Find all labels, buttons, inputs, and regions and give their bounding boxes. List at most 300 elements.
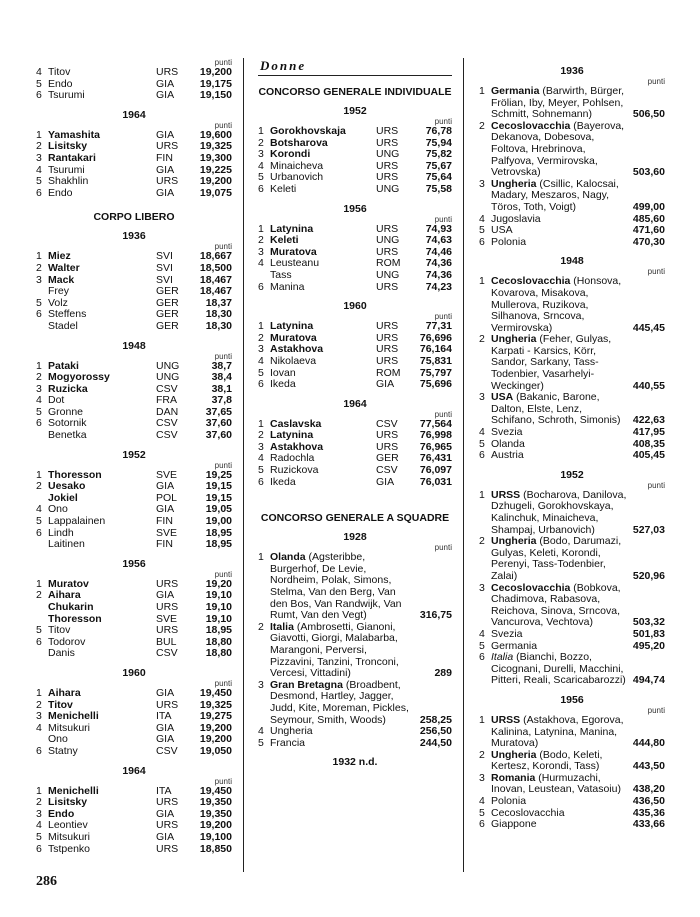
punti-label: punti	[434, 543, 452, 553]
score-cell: 19,350	[199, 796, 232, 809]
result-row	[36, 637, 232, 649]
team-members: (Bayerova, Dekanova, Dobesova, Foltova, Hrebrinova, Palfyova, Vermirovska, Vetrovska)	[491, 119, 625, 179]
country-code: URS	[156, 796, 179, 809]
team-name: Polonia	[491, 235, 527, 248]
rank-cell	[36, 602, 48, 614]
score-cell: 75,58	[425, 182, 452, 195]
team-entry	[491, 334, 627, 392]
country-code: CSV	[156, 382, 178, 395]
score-cell: 75,831	[419, 354, 452, 367]
result-section	[36, 558, 232, 660]
country-code: POL	[156, 491, 178, 504]
athlete-name: Mogyorossy	[48, 372, 110, 384]
score-cell: 76,097	[419, 464, 452, 477]
result-row	[36, 528, 232, 540]
athlete-name: Ikeda	[270, 379, 296, 391]
score-cell: 75,64	[425, 171, 452, 184]
result-section	[258, 398, 452, 489]
year-heading: 1964	[343, 397, 367, 410]
score-cell: 77,31	[425, 320, 452, 333]
country-code: GER	[156, 296, 179, 309]
country-code: URS	[376, 245, 399, 258]
result-row	[258, 235, 452, 247]
country-code: URS	[376, 159, 399, 172]
country-code: GIA	[156, 163, 175, 176]
rank-cell: 5	[36, 77, 42, 90]
year-heading: 1948	[560, 255, 584, 268]
score-cell: 19,225	[199, 163, 232, 176]
country-code: FRA	[156, 394, 177, 407]
rank-cell: 2	[36, 140, 42, 153]
result-row	[36, 372, 232, 384]
team-name: Cecoslovacchia	[491, 806, 565, 819]
team-entry	[491, 86, 627, 121]
team-section	[258, 531, 452, 749]
rank-cell: 2	[36, 698, 42, 711]
rank-cell: 2	[479, 333, 485, 346]
rank-cell: 5	[258, 736, 264, 749]
score-cell: 444,80	[632, 737, 665, 750]
result-row	[258, 465, 452, 477]
athlete-name: Ruzickova	[270, 465, 319, 477]
country-code: UNG	[156, 359, 180, 372]
score-cell: 405,45	[632, 449, 665, 462]
country-code: URS	[156, 819, 179, 832]
rank-cell: 2	[258, 136, 264, 149]
score-cell: 77,564	[419, 417, 452, 430]
country-code: URS	[376, 429, 399, 442]
country-code: GIA	[156, 128, 175, 141]
result-row	[36, 614, 232, 626]
rank-cell: 6	[258, 280, 264, 293]
rank-cell	[258, 270, 270, 282]
team-name: Francia	[270, 736, 306, 749]
heading-concorso-squadre: CONCORSO GENERALE A SQUADRE	[260, 512, 450, 525]
athlete-name: Radochla	[270, 453, 315, 465]
rank-cell: 6	[36, 417, 42, 430]
score-cell: 76,031	[419, 475, 452, 488]
rank-cell: 3	[258, 678, 264, 691]
team-members: (Bobkova, Chadimova, Rabasova, Reichova, Sinova, Srncova, Vancurova, Vechtova)	[491, 581, 621, 629]
team-entry	[491, 652, 627, 687]
year-heading: 1960	[122, 666, 146, 679]
score-cell: 18,467	[199, 273, 232, 286]
score-cell: 75,67	[425, 159, 452, 172]
rank-cell: 2	[479, 119, 485, 132]
result-row	[36, 418, 232, 430]
result-row	[258, 126, 452, 138]
rank-cell: 2	[258, 620, 264, 633]
athlete-name: Muratova	[270, 332, 317, 344]
country-code: URS	[156, 140, 179, 153]
score-cell: 75,82	[425, 148, 452, 161]
rank-cell: 4	[36, 394, 42, 407]
athlete-name: Lisitsky	[48, 141, 88, 153]
score-cell: 18,95	[205, 526, 232, 539]
section-title-underline	[258, 75, 452, 76]
athlete-name: Urbanovich	[270, 172, 324, 184]
country-code: GER	[156, 285, 179, 298]
athlete-name: Ono	[48, 504, 68, 516]
rank-cell: 6	[36, 635, 42, 648]
column-women-teams	[479, 58, 665, 838]
country-code: GER	[156, 308, 179, 321]
result-row	[258, 224, 452, 236]
rank-cell: 3	[258, 343, 264, 356]
country-code: FIN	[156, 151, 173, 164]
rank-cell: 6	[36, 842, 42, 855]
rank-cell: 3	[36, 710, 42, 723]
athlete-name: Sotornik	[48, 418, 87, 430]
score-cell: 499,00	[632, 200, 665, 213]
team-members: (Astakhova, Egorova, Kalinina, Latynina, Manina, Muratova)	[491, 713, 624, 750]
team-row	[479, 583, 665, 629]
team-row	[479, 490, 665, 536]
result-row	[36, 504, 232, 516]
year-heading: 1964	[122, 108, 146, 121]
rank-cell: 5	[258, 171, 264, 184]
athlete-name: Titov	[48, 67, 71, 78]
rank-cell: 5	[36, 830, 42, 843]
score-cell: 506,50	[632, 108, 665, 121]
result-row	[36, 625, 232, 637]
column-rule-right	[463, 58, 464, 872]
team-members: (Hurmuzachi, Inovan, Leustean, Vatasoiu)	[491, 771, 621, 796]
result-row	[36, 321, 232, 333]
score-cell: 18,80	[205, 647, 232, 660]
country-code: CSV	[156, 647, 178, 660]
result-row	[36, 361, 232, 373]
team-name: Giappone	[491, 818, 537, 831]
score-cell: 19,325	[199, 698, 232, 711]
athlete-name: Endo	[48, 187, 73, 199]
country-code: SVE	[156, 612, 178, 625]
team-members: (Bianchi, Bozzo, Cicognani, Durelli, Macchini, Pitteri, Reali, Scaricabarozzi)	[491, 651, 626, 687]
year-heading: 1956	[560, 693, 584, 706]
score-cell: 38,7	[211, 359, 232, 372]
rank-cell: 1	[479, 85, 485, 97]
score-cell: 471,60	[632, 224, 665, 237]
result-section	[36, 765, 232, 856]
score-cell: 440,55	[632, 379, 665, 392]
result-row	[258, 379, 452, 391]
result-row	[36, 395, 232, 407]
result-row	[36, 384, 232, 396]
team-entry	[270, 622, 414, 680]
rank-cell: 5	[36, 515, 42, 528]
score-cell: 75,797	[419, 366, 452, 379]
athlete-name: Iovan	[270, 367, 296, 379]
result-row	[258, 247, 452, 259]
team-section	[479, 65, 665, 248]
rank-cell: 3	[258, 440, 264, 453]
team-name: URSS	[491, 713, 521, 726]
rank-cell: 2	[479, 535, 485, 548]
result-row	[36, 153, 232, 165]
score-cell: 422,63	[632, 414, 665, 427]
athlete-name: Thoresson	[48, 613, 102, 625]
country-code: ITA	[156, 710, 172, 723]
punti-label: punti	[647, 705, 665, 715]
score-cell: 417,95	[632, 426, 665, 439]
athlete-name: Jokiel	[48, 492, 78, 504]
athlete-name: Aihara	[48, 687, 81, 699]
team-row	[479, 536, 665, 582]
punti-label: punti	[434, 117, 452, 126]
score-cell: 18,467	[199, 285, 232, 298]
country-code: GER	[156, 319, 179, 332]
year-heading: 1936	[122, 230, 146, 243]
athlete-name: Minaicheva	[270, 160, 324, 172]
country-code: ROM	[376, 257, 401, 270]
team-entry	[491, 179, 627, 214]
punti-label: punti	[434, 409, 452, 419]
country-code: URS	[376, 136, 399, 149]
team-entry	[491, 773, 627, 796]
score-cell: 19,075	[199, 186, 232, 199]
score-cell: 18,30	[205, 319, 232, 332]
team-name: Olanda	[270, 551, 306, 564]
score-cell: 37,8	[211, 394, 232, 407]
country-code: SVE	[156, 526, 178, 539]
athlete-name: Danis	[48, 648, 75, 660]
rank-cell: 4	[479, 627, 485, 640]
team-members: (Agsteribbe, Burgerhof, De Levie, Nordheim, Polak, Simons, Stelma, Van den Berg, Van den Bos, Van Randwijk, Van Rumt, Van den Vegt)	[270, 551, 402, 622]
team-entry	[491, 276, 627, 334]
country-code: FIN	[156, 515, 173, 528]
rank-cell: 6	[36, 526, 42, 539]
athlete-name: Menichelli	[48, 785, 99, 797]
country-code: URS	[376, 343, 399, 356]
team-entry	[491, 392, 627, 427]
team-name: USA	[491, 391, 514, 404]
score-cell: 19,10	[205, 612, 232, 625]
country-code: URS	[156, 601, 179, 613]
score-cell: 19,200	[199, 66, 232, 78]
team-row	[479, 715, 665, 750]
score-cell: 76,998	[419, 429, 452, 442]
rank-cell: 2	[36, 371, 42, 384]
athlete-name: Leusteanu	[270, 258, 320, 270]
result-section	[36, 340, 232, 442]
team-name: Ungheria	[270, 725, 313, 738]
team-results	[258, 531, 452, 749]
result-row	[36, 188, 232, 200]
team-members: (Bodo, Darumazi, Gulyas, Keleti, Korondi, Perenyi, Tass-Todenbier, Zalai)	[491, 535, 622, 582]
rank-cell: 4	[36, 503, 42, 516]
year-heading: 1964	[122, 764, 146, 777]
rank-cell: 3	[36, 807, 42, 820]
rank-cell: 6	[258, 182, 264, 195]
rank-cell: 6	[36, 89, 42, 102]
rank-cell: 6	[479, 449, 485, 462]
team-entry	[491, 536, 627, 582]
team-entry	[491, 750, 627, 773]
score-cell: 19,00	[205, 515, 232, 528]
athlete-name: Uesako	[48, 481, 86, 493]
score-cell: 37,60	[205, 417, 232, 430]
athlete-name: Nikolaeva	[270, 355, 317, 367]
athlete-name: Stadel	[48, 320, 78, 332]
rank-cell: 6	[36, 308, 42, 321]
team-name: Cecoslovacchia	[491, 119, 571, 132]
athlete-name: Steffens	[48, 309, 87, 321]
country-code: GIA	[156, 480, 175, 493]
rank-cell: 1	[36, 784, 42, 797]
rank-cell: 1	[258, 551, 264, 564]
score-cell: 19,050	[199, 744, 232, 757]
rank-cell: 1	[479, 275, 485, 288]
result-section	[36, 58, 232, 102]
score-cell: 37,60	[205, 429, 232, 442]
rank-cell: 2	[258, 234, 264, 247]
team-name: Germania	[491, 639, 538, 652]
score-cell: 19,100	[199, 830, 232, 843]
result-row	[36, 430, 232, 442]
team-name: Ungheria	[491, 535, 537, 548]
country-code: GIA	[156, 733, 175, 746]
country-code: UNG	[376, 148, 400, 161]
country-code: DAN	[156, 405, 179, 418]
rank-cell	[36, 648, 48, 660]
score-cell: 494,74	[632, 674, 665, 687]
athlete-name: Mitsukuri	[48, 831, 91, 843]
country-code: URS	[156, 698, 179, 711]
year-heading: 1928	[343, 531, 367, 544]
score-cell: 495,20	[632, 639, 665, 652]
country-code: UNG	[376, 182, 400, 195]
score-cell: 18,30	[205, 308, 232, 321]
athlete-name: Thoresson	[48, 469, 102, 481]
athlete-name: Astakhova	[270, 344, 324, 356]
athlete-name: Muratov	[48, 578, 89, 590]
score-cell: 19,10	[205, 601, 232, 613]
team-name: Svezia	[491, 627, 523, 640]
rank-cell: 6	[258, 475, 264, 488]
rank-cell: 1	[36, 128, 42, 141]
rank-cell: 4	[258, 354, 264, 367]
rank-cell: 6	[258, 378, 264, 391]
result-row	[258, 138, 452, 150]
rank-cell: 5	[258, 366, 264, 379]
punti-label: punti	[214, 678, 232, 688]
result-row	[258, 184, 452, 196]
section-title-donne: Donne	[260, 58, 307, 73]
country-code: URS	[376, 331, 399, 344]
punti-label: punti	[214, 242, 232, 252]
rank-cell: 2	[36, 589, 42, 602]
athlete-name: Muratova	[270, 246, 317, 258]
score-cell: 18,37	[205, 296, 232, 309]
athlete-name: Gronne	[48, 406, 84, 418]
country-code: URS	[376, 354, 399, 367]
athlete-name: Leontiev	[48, 820, 88, 832]
rank-cell: 2	[36, 480, 42, 493]
country-code: URS	[376, 440, 399, 453]
team-name: Jugoslavia	[491, 212, 541, 225]
rank-cell: 5	[479, 639, 485, 652]
team-row	[479, 276, 665, 334]
team-name: Romania	[491, 771, 536, 784]
team-members: (Bakanic, Barone, Dalton, Elste, Lenz, Schifano, Schroth, Simonis)	[491, 391, 621, 427]
country-code: CSV	[376, 464, 398, 477]
rank-cell	[36, 430, 48, 442]
score-cell: 74,46	[425, 245, 452, 258]
score-cell: 244,50	[419, 736, 452, 749]
athlete-name: Dot	[48, 395, 65, 407]
score-cell: 19,150	[199, 89, 232, 102]
score-cell: 74,36	[425, 257, 452, 270]
rank-cell	[36, 321, 48, 333]
score-cell: 37,65	[205, 405, 232, 418]
result-section	[258, 300, 452, 391]
year-heading: 1956	[122, 557, 146, 570]
score-cell: 18,667	[199, 250, 232, 263]
rank-cell: 6	[36, 186, 42, 199]
result-row	[258, 477, 452, 489]
result-row	[258, 172, 452, 184]
score-cell: 258,25	[419, 713, 452, 726]
result-row	[258, 270, 452, 282]
result-row	[36, 688, 232, 700]
rank-cell: 5	[36, 405, 42, 418]
country-code: URS	[376, 125, 399, 137]
team-entry	[270, 680, 414, 726]
team-name: Polonia	[491, 795, 527, 808]
result-row	[36, 286, 232, 298]
team-row	[258, 738, 452, 750]
result-row	[36, 470, 232, 482]
team-row	[258, 552, 452, 622]
result-row	[36, 590, 232, 602]
team-members: (Bocharova, Danilova, Dzhugeli, Gorokhovskaya, Kalinchuk, Minaicheva, Shampaj, Urbanovich)	[491, 488, 627, 536]
result-section	[36, 109, 232, 200]
athlete-name: Endo	[48, 78, 73, 90]
team-name: Gran Bretagna	[270, 678, 343, 691]
country-code: UNG	[376, 268, 400, 281]
country-code: URS	[156, 66, 179, 78]
country-code: GIA	[156, 186, 175, 199]
rank-cell	[36, 539, 48, 551]
rank-cell: 1	[258, 222, 264, 235]
athlete-name: Shakhlin	[48, 176, 89, 188]
result-row	[36, 176, 232, 188]
individual-results	[258, 105, 452, 488]
athlete-name: Keleti	[270, 183, 297, 195]
team-entry	[270, 552, 414, 622]
score-cell: 19,20	[205, 577, 232, 590]
athlete-name: Aihara	[48, 590, 81, 602]
team-row	[479, 121, 665, 179]
year-heading: 1952	[343, 105, 367, 117]
team-entry	[491, 490, 627, 536]
team-row	[258, 680, 452, 726]
result-row	[36, 746, 232, 758]
column-women-individual	[258, 58, 452, 768]
rank-cell: 4	[258, 159, 264, 172]
score-cell: 19,175	[199, 77, 232, 90]
country-code: GIA	[156, 686, 175, 699]
team-entry	[270, 738, 414, 750]
country-code: CSV	[376, 417, 398, 430]
athlete-name: Botsharova	[270, 137, 328, 149]
team-row	[479, 334, 665, 392]
punti-label: punti	[647, 267, 665, 277]
team-section	[479, 469, 665, 687]
result-row	[36, 832, 232, 844]
score-cell: 256,50	[419, 725, 452, 738]
result-row	[36, 844, 232, 856]
